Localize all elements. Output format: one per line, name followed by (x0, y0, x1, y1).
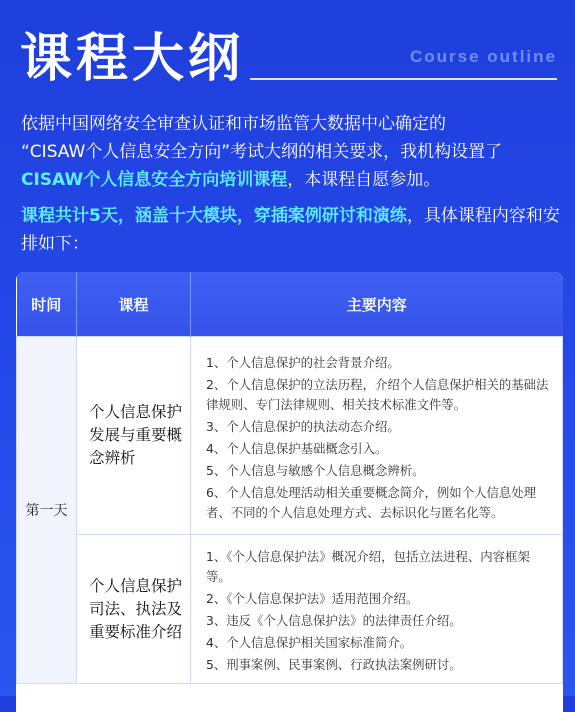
content-item: 3、个人信息保护的执法动态介绍。 (206, 418, 400, 434)
header-time: 时间 (17, 272, 77, 337)
intro-course-summary: 课程共计5天，涵盖十大模块，穿插案例研讨和演练 (21, 206, 407, 226)
content-item: 1、个人信息保护的社会背景介绍。 (206, 354, 400, 370)
page-subtitle: Course outline (409, 47, 557, 66)
intro-course-name: CISAW个人信息安全方向培训课程 (21, 170, 288, 190)
content-item: 3、违反《个人信息保护法》的法律责任介绍。 (206, 613, 462, 628)
header-course: 课程 (77, 272, 191, 337)
course-cell: 个人信息保护发展与重要概念辨析 (77, 337, 191, 535)
content-item: 2、个人信息保护的立法历程，介绍个人信息保护相关的基础法律规则、专门法律规则、相关技术标准文件等。 (206, 376, 549, 412)
content-cell (191, 337, 563, 535)
intro-text (21, 110, 561, 258)
intro-paragraph-2-rest: ，具体课程内容和安排如下： (21, 206, 560, 254)
header-content: 主要内容 (191, 272, 563, 337)
content-item: 2、《个人信息保护法》适用范围介绍。 (206, 591, 419, 606)
intro-line-1: 依据中国网络安全审查认证和市场监管大数据中心确定的 (21, 114, 446, 134)
content-item: 1、《个人信息保护法》概况介绍，包括立法进程、内容框架等。 (206, 549, 530, 584)
intro-paragraph-2 (21, 202, 561, 258)
content-item: 5、个人信息与敏感个人信息概念辨析。 (206, 462, 425, 478)
intro-paragraph-1 (21, 110, 561, 194)
day-cell: 第一天 (17, 337, 77, 684)
content-item: 4、个人信息保护相关国家标准简介。 (206, 635, 413, 650)
schedule-table (16, 272, 563, 712)
intro-line-3-rest: ，本课程自愿参加。 (287, 170, 441, 190)
content-item: 5、刑事案例、民事案例、行政执法案例研讨。 (206, 657, 462, 672)
table-row (17, 337, 563, 535)
content-item: 6、个人信息处理活动相关重要概念简介，例如个人信息处理者、不同的个人信息处理方式、去标识化与匿名化等。 (206, 484, 537, 520)
page-title: 课程大纲 (20, 29, 245, 89)
table-row (17, 535, 563, 684)
intro-line-2: “CISAW个人信息安全方向”考试大纲的相关要求，我机构设置了 (21, 142, 503, 162)
content-item: 4、个人信息保护基础概念引入。 (206, 440, 388, 456)
course-cell: 个人信息保护司法、执法及重要标准介绍 (77, 535, 191, 684)
title-divider (250, 78, 557, 80)
table-header-row (17, 272, 563, 337)
content-cell (191, 535, 563, 684)
